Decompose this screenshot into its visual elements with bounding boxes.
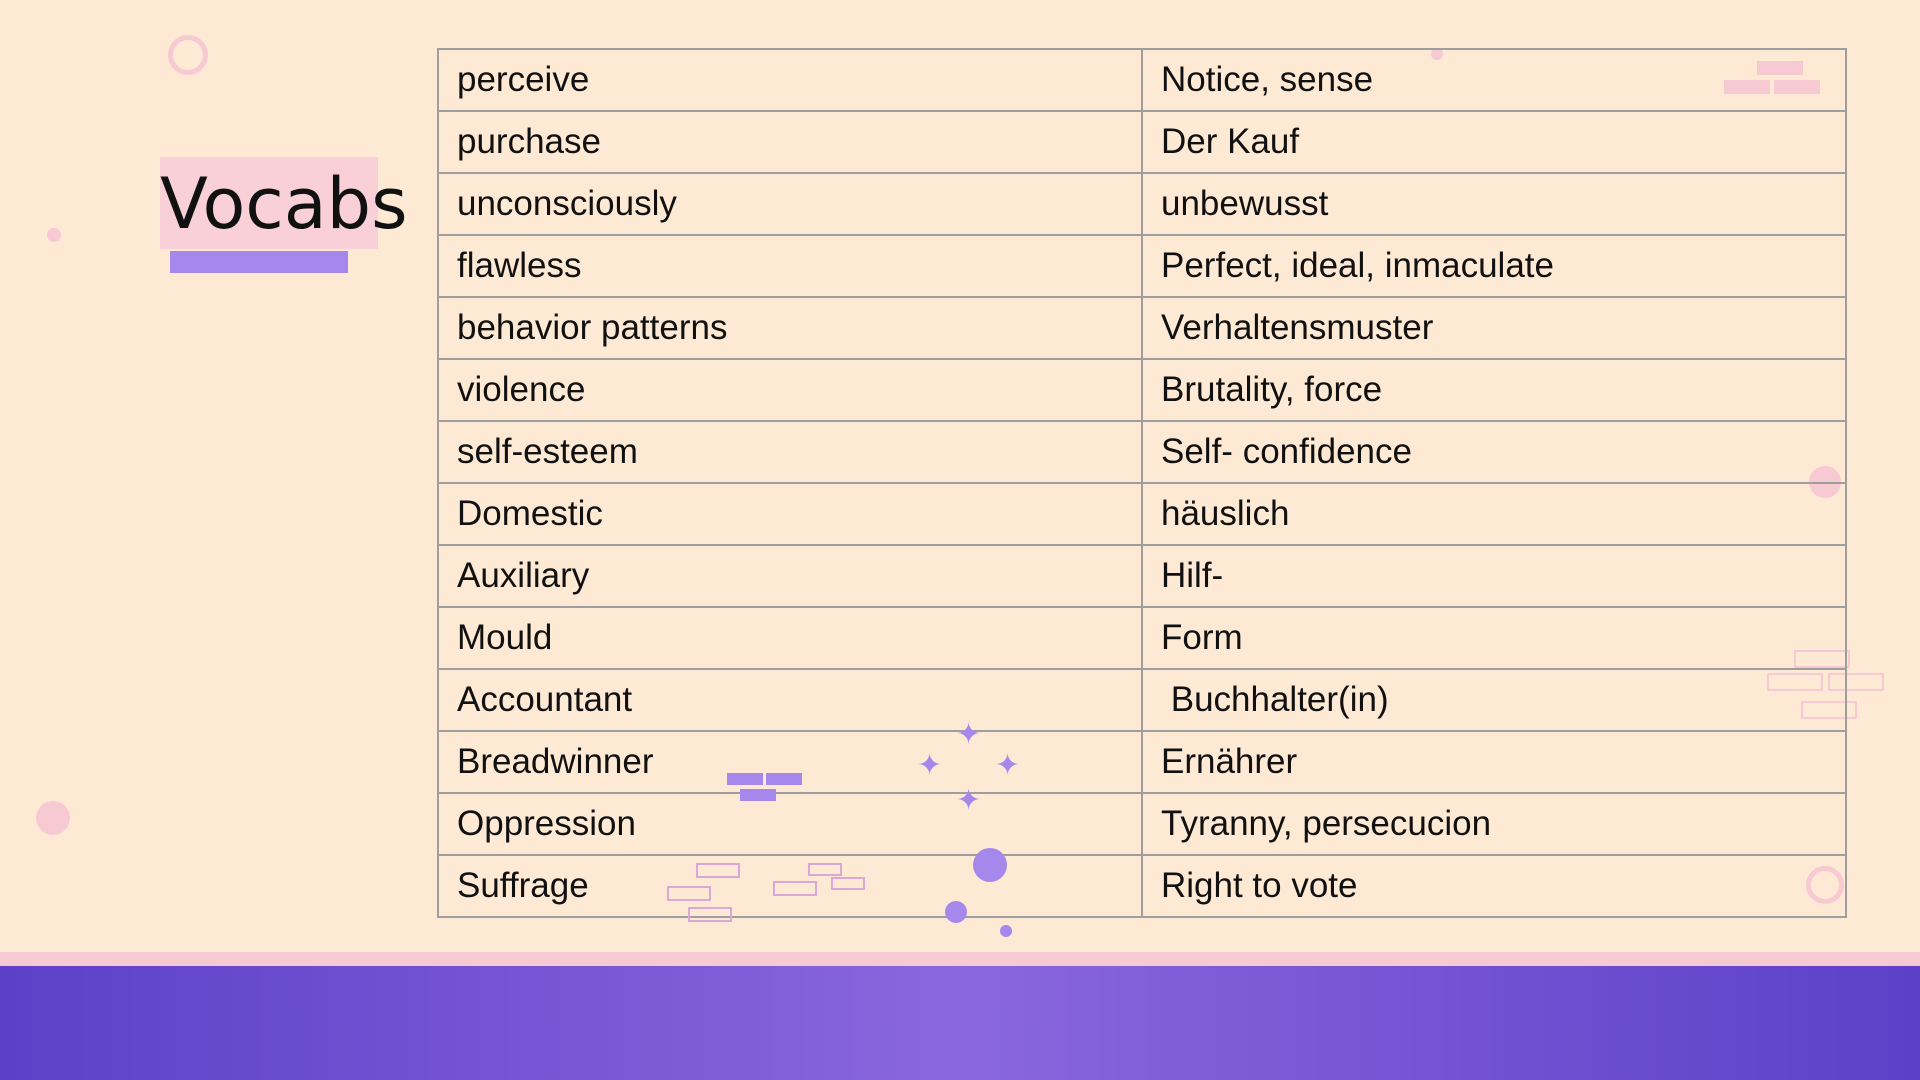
outline-rect-decoration-5	[773, 881, 817, 896]
page-title: Vocabs	[160, 163, 408, 245]
table-row	[438, 421, 1846, 483]
term-cell: flawless	[438, 235, 1142, 297]
term-cell: perceive	[438, 49, 1142, 111]
purple-bar-decoration-3	[740, 789, 776, 801]
sparkle-icon: ✦	[995, 748, 1021, 783]
ring-decoration-top-left	[168, 35, 208, 75]
outline-rect-decoration-2	[667, 886, 711, 901]
table-row	[438, 359, 1846, 421]
definition-cell: Buchhalter(in)	[1142, 669, 1846, 731]
term-cell: Suffrage	[438, 855, 1142, 917]
table-row	[438, 483, 1846, 545]
outline-rect-decoration-1	[696, 863, 740, 878]
definition-cell: Perfect, ideal, inmaculate	[1142, 235, 1846, 297]
table-row	[438, 297, 1846, 359]
purple-bar-decoration-2	[766, 773, 802, 785]
definition-cell: unbewusst	[1142, 173, 1846, 235]
purple-dot-decoration-3	[1000, 925, 1012, 937]
definition-cell: Verhaltensmuster	[1142, 297, 1846, 359]
bottom-band	[0, 966, 1920, 1080]
term-cell: Oppression	[438, 793, 1142, 855]
table-row	[438, 607, 1846, 669]
table-row	[438, 793, 1846, 855]
definition-cell: Der Kauf	[1142, 111, 1846, 173]
definition-cell: Right to vote	[1142, 855, 1846, 917]
definition-cell: Brutality, force	[1142, 359, 1846, 421]
definition-cell: Hilf-	[1142, 545, 1846, 607]
definition-cell: Tyranny, persecucion	[1142, 793, 1846, 855]
term-cell: Breadwinner	[438, 731, 1142, 793]
purple-dot-decoration-2	[945, 901, 967, 923]
definition-cell: Ernährer	[1142, 731, 1846, 793]
term-cell: purchase	[438, 111, 1142, 173]
sparkle-icon: ✦	[917, 748, 943, 783]
table-row	[438, 545, 1846, 607]
outline-rect-decoration-3	[688, 907, 732, 922]
table-row	[438, 49, 1846, 111]
table-row	[438, 235, 1846, 297]
purple-dot-decoration-1	[973, 848, 1007, 882]
table-row	[438, 669, 1846, 731]
term-cell: Accountant	[438, 669, 1142, 731]
term-cell: Domestic	[438, 483, 1142, 545]
dot-decoration-left	[47, 228, 61, 242]
definition-cell: Form	[1142, 607, 1846, 669]
definition-cell: häuslich	[1142, 483, 1846, 545]
table-row	[438, 173, 1846, 235]
term-cell: violence	[438, 359, 1142, 421]
outline-rect-decoration-6	[831, 877, 865, 890]
outline-rect-decoration-4	[808, 863, 842, 876]
title-underline	[170, 251, 348, 273]
table-row	[438, 731, 1846, 793]
term-cell: behavior patterns	[438, 297, 1142, 359]
dot-decoration-bottom-left	[36, 801, 70, 835]
table-row	[438, 855, 1846, 917]
vocab-table	[437, 48, 1847, 918]
definition-cell: Self- confidence	[1142, 421, 1846, 483]
bottom-band-accent	[0, 952, 1920, 966]
term-cell: Auxiliary	[438, 545, 1142, 607]
sparkle-icon: ✦	[956, 717, 982, 752]
term-cell: unconsciously	[438, 173, 1142, 235]
term-cell: self-esteem	[438, 421, 1142, 483]
sparkle-icon: ✦	[956, 783, 982, 818]
table-row	[438, 111, 1846, 173]
purple-bar-decoration-1	[727, 773, 763, 785]
definition-cell: Notice, sense	[1142, 49, 1846, 111]
term-cell: Mould	[438, 607, 1142, 669]
